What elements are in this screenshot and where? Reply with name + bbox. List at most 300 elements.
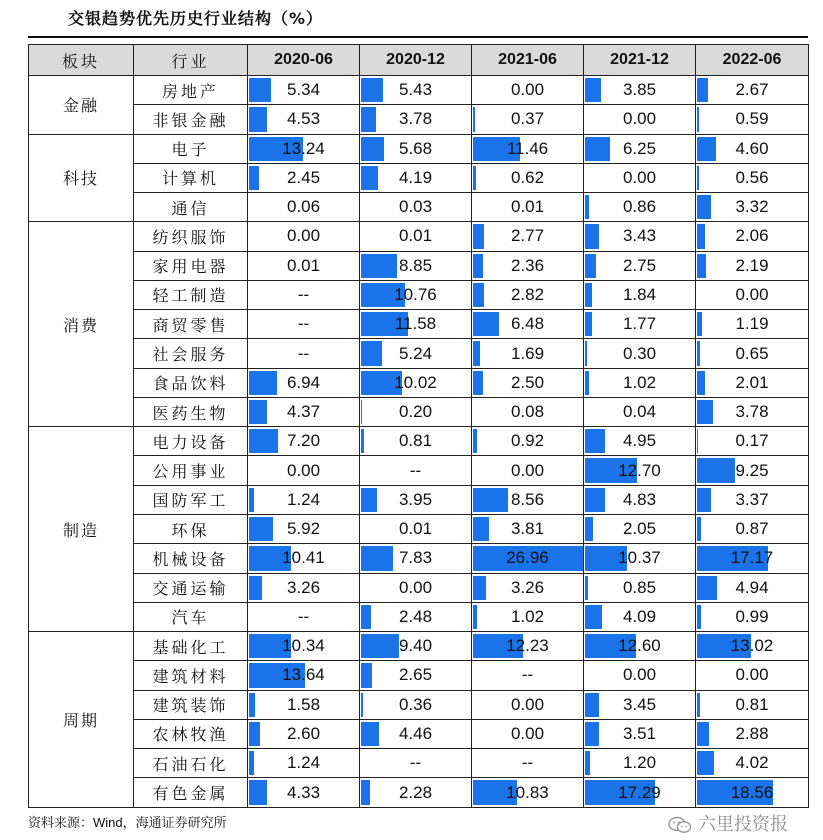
value-text: 0.01 (286, 255, 321, 275)
table-row (29, 544, 809, 573)
value-cell (472, 134, 584, 163)
value-cell (360, 778, 472, 808)
value-text: 1.02 (622, 372, 657, 392)
value-cell (696, 368, 809, 397)
value-text: 1.58 (286, 694, 321, 714)
value-cell (584, 456, 696, 485)
value-cell (360, 339, 472, 368)
table-row (29, 397, 809, 426)
table-row (29, 427, 809, 456)
table-row (29, 105, 809, 134)
value-cell (360, 690, 472, 719)
sector-cell: 周期 (29, 632, 134, 808)
value-cell (360, 661, 472, 690)
value-text: 0.00 (286, 226, 321, 246)
value-cell (360, 280, 472, 309)
value-cell (696, 573, 809, 602)
value-text: 0.81 (735, 694, 769, 714)
value-text: 4.83 (622, 489, 657, 509)
table-row (29, 456, 809, 485)
value-cell (696, 544, 809, 573)
header-row (29, 45, 809, 76)
industry-cell: 家用电器 (134, 251, 248, 280)
value-text: 1.69 (510, 343, 545, 363)
value-text: 2.75 (622, 255, 657, 275)
industry-cell: 轻工制造 (134, 280, 248, 309)
value-cell (696, 76, 809, 105)
table-row (29, 573, 809, 602)
value-cell (584, 397, 696, 426)
value-cell (248, 602, 360, 631)
table-row (29, 778, 809, 808)
value-cell (248, 76, 360, 105)
value-cell (472, 544, 584, 573)
value-cell (472, 76, 584, 105)
value-text: 0.36 (398, 694, 433, 714)
value-text: 2.82 (510, 284, 545, 304)
value-cell (360, 485, 472, 514)
value-cell (360, 76, 472, 105)
value-cell (248, 485, 360, 514)
value-text: 0.00 (398, 577, 433, 597)
value-text: 0.81 (398, 431, 433, 451)
value-cell (472, 310, 584, 339)
industry-cell: 建筑材料 (134, 661, 248, 690)
source-label: 资料来源： (28, 816, 94, 831)
industry-cell: 纺织服饰 (134, 222, 248, 251)
table-row (29, 222, 809, 251)
value-text: 9.40 (398, 636, 433, 656)
value-cell (360, 632, 472, 661)
value-text: -- (297, 284, 310, 304)
industry-cell: 建筑装饰 (134, 690, 248, 719)
value-text: 0.00 (622, 167, 657, 187)
industry-cell: 石油石化 (134, 749, 248, 778)
header-2022-06: 2022-06 (696, 45, 809, 76)
value-cell (248, 661, 360, 690)
value-text: 0.00 (622, 109, 657, 129)
industry-structure-table (28, 44, 809, 808)
table-row (29, 602, 809, 631)
value-cell (248, 514, 360, 543)
value-cell (472, 690, 584, 719)
value-text: 0.00 (510, 460, 545, 480)
value-text: 0.00 (286, 460, 321, 480)
value-cell (248, 544, 360, 573)
value-text: 0.59 (735, 109, 769, 129)
value-cell (696, 632, 809, 661)
value-text: 0.08 (510, 402, 545, 422)
value-cell (584, 661, 696, 690)
value-cell (696, 456, 809, 485)
value-text: 1.19 (735, 314, 769, 334)
table-row (29, 76, 809, 105)
value-text: 2.60 (286, 723, 321, 743)
value-text: 1.24 (286, 753, 321, 773)
table-row (29, 339, 809, 368)
value-text: 1.02 (510, 606, 545, 626)
source-rest: ，海通证券研究所 (122, 816, 227, 831)
industry-cell: 房地产 (134, 76, 248, 105)
value-cell (248, 280, 360, 309)
table-row (29, 749, 809, 778)
value-cell (584, 632, 696, 661)
value-text: 0.01 (398, 226, 433, 246)
value-text: 26.96 (506, 548, 549, 568)
value-cell (360, 222, 472, 251)
industry-cell: 计算机 (134, 163, 248, 192)
value-cell (696, 602, 809, 631)
value-cell (472, 778, 584, 808)
value-text: 2.65 (398, 665, 433, 685)
value-text: 10.34 (282, 636, 325, 656)
value-text: 2.06 (735, 226, 769, 246)
value-text: -- (521, 753, 534, 773)
industry-cell: 通信 (134, 193, 248, 222)
value-text: 13.64 (282, 665, 325, 685)
industry-cell: 国防军工 (134, 485, 248, 514)
value-text: 2.67 (735, 80, 769, 100)
industry-cell: 电子 (134, 134, 248, 163)
value-text: 2.77 (510, 226, 545, 246)
value-text: 3.45 (622, 694, 657, 714)
value-text: 10.76 (394, 284, 437, 304)
value-text: 10.41 (282, 548, 325, 568)
table-row (29, 193, 809, 222)
industry-cell: 农林牧渔 (134, 719, 248, 748)
value-cell (696, 719, 809, 748)
value-text: 0.17 (735, 431, 769, 451)
header-sector: 板块 (29, 45, 134, 76)
value-text: 4.02 (735, 753, 769, 773)
value-cell (584, 778, 696, 808)
value-cell (472, 105, 584, 134)
value-cell (584, 690, 696, 719)
value-text: 2.01 (735, 372, 769, 392)
value-cell (248, 573, 360, 602)
value-cell (584, 485, 696, 514)
table-row (29, 368, 809, 397)
value-text: 5.34 (286, 80, 321, 100)
sector-cell: 消费 (29, 222, 134, 427)
value-cell (360, 427, 472, 456)
value-text: 0.00 (622, 665, 657, 685)
value-text: 12.60 (618, 636, 661, 656)
value-cell (584, 339, 696, 368)
value-text: 3.85 (622, 80, 657, 100)
value-text: 3.37 (735, 489, 769, 509)
sector-cell: 金融 (29, 76, 134, 135)
value-text: 10.83 (506, 782, 549, 802)
wechat-icon (668, 816, 692, 834)
value-text: 5.68 (398, 138, 433, 158)
source-wind: Wind (93, 815, 123, 830)
header-2021-06: 2021-06 (472, 45, 584, 76)
value-text: -- (297, 343, 310, 363)
value-text: 0.00 (510, 80, 545, 100)
value-text: 1.77 (622, 314, 657, 334)
value-cell (360, 544, 472, 573)
table-row (29, 661, 809, 690)
value-cell (360, 573, 472, 602)
value-text: -- (409, 460, 422, 480)
industry-cell: 有色金属 (134, 778, 248, 808)
value-cell (584, 280, 696, 309)
value-cell (472, 719, 584, 748)
value-cell (472, 632, 584, 661)
value-cell (584, 222, 696, 251)
value-cell (472, 251, 584, 280)
value-cell (360, 602, 472, 631)
value-text: 0.30 (622, 343, 657, 363)
value-cell (584, 76, 696, 105)
value-cell (360, 310, 472, 339)
value-text: 4.95 (622, 431, 657, 451)
industry-cell: 公用事业 (134, 456, 248, 485)
value-text: 10.02 (394, 372, 437, 392)
value-cell (248, 632, 360, 661)
value-text: 0.00 (735, 665, 769, 685)
value-text: 13.24 (282, 138, 325, 158)
value-cell (696, 134, 809, 163)
value-cell (696, 310, 809, 339)
value-text: 2.50 (510, 372, 545, 392)
value-cell (360, 749, 472, 778)
value-cell (248, 339, 360, 368)
value-cell (472, 456, 584, 485)
value-cell (472, 222, 584, 251)
industry-cell: 社会服务 (134, 339, 248, 368)
value-text: 7.20 (286, 431, 321, 451)
value-cell (472, 485, 584, 514)
table-row (29, 280, 809, 309)
value-text: 2.48 (398, 606, 433, 626)
value-text: 0.00 (735, 284, 769, 304)
value-cell (696, 251, 809, 280)
value-text: 5.24 (398, 343, 433, 363)
header-2020-12: 2020-12 (360, 45, 472, 76)
value-cell (696, 280, 809, 309)
table-row (29, 251, 809, 280)
value-cell (696, 661, 809, 690)
industry-cell: 商贸零售 (134, 310, 248, 339)
value-cell (248, 222, 360, 251)
value-cell (248, 456, 360, 485)
value-cell (248, 749, 360, 778)
value-text: 3.51 (622, 723, 657, 743)
value-cell (584, 602, 696, 631)
table-row (29, 163, 809, 192)
value-text: 18.56 (730, 782, 774, 802)
value-text: 6.25 (622, 138, 657, 158)
value-cell (472, 280, 584, 309)
value-text: 10.37 (618, 548, 661, 568)
value-text: 2.45 (286, 167, 321, 187)
value-cell (360, 719, 472, 748)
value-text: 9.25 (735, 460, 769, 480)
value-cell (696, 222, 809, 251)
value-cell (696, 193, 809, 222)
title-rule (28, 36, 808, 38)
value-text: 8.56 (510, 489, 545, 509)
value-text: 3.26 (510, 577, 545, 597)
value-cell (584, 193, 696, 222)
value-cell (584, 719, 696, 748)
value-text: 3.78 (398, 109, 433, 129)
value-cell (584, 163, 696, 192)
table-row (29, 514, 809, 543)
value-text: 0.01 (510, 197, 545, 217)
value-cell (360, 163, 472, 192)
value-text: 5.92 (286, 519, 321, 539)
value-text: 0.65 (735, 343, 769, 363)
value-text: 0.01 (398, 519, 433, 539)
value-cell (248, 105, 360, 134)
value-text: 3.78 (735, 402, 769, 422)
value-text: 5.43 (398, 80, 433, 100)
value-text: -- (297, 606, 310, 626)
watermark (668, 814, 788, 836)
value-text: 0.92 (510, 431, 545, 451)
value-cell (472, 193, 584, 222)
value-cell (248, 690, 360, 719)
value-text: 12.23 (506, 636, 549, 656)
value-cell (248, 397, 360, 426)
value-cell (696, 105, 809, 134)
value-text: -- (297, 314, 310, 334)
value-cell (584, 544, 696, 573)
value-text: 17.29 (618, 782, 661, 802)
value-text: 1.20 (622, 753, 657, 773)
value-cell (584, 368, 696, 397)
value-cell (696, 690, 809, 719)
industry-cell: 非银金融 (134, 105, 248, 134)
value-cell (472, 339, 584, 368)
industry-cell: 食品饮料 (134, 368, 248, 397)
table-body (29, 76, 809, 808)
table-title: 交银趋势优先历史行业结构（%） (68, 9, 324, 28)
value-cell (472, 368, 584, 397)
value-cell (360, 251, 472, 280)
value-cell (696, 339, 809, 368)
value-text: 0.62 (510, 167, 545, 187)
value-text: 0.20 (398, 402, 433, 422)
value-text: 13.02 (730, 636, 774, 656)
value-cell (472, 514, 584, 543)
value-text: 8.85 (398, 255, 433, 275)
value-cell (472, 749, 584, 778)
table-row (29, 134, 809, 163)
value-cell (472, 427, 584, 456)
table-row (29, 310, 809, 339)
value-text: 0.03 (398, 197, 433, 217)
industry-cell: 电力设备 (134, 427, 248, 456)
value-cell (584, 514, 696, 543)
value-cell (696, 778, 809, 808)
value-text: 4.53 (286, 109, 321, 129)
value-cell (360, 105, 472, 134)
value-cell (360, 368, 472, 397)
value-text: 3.26 (286, 577, 321, 597)
value-cell (360, 514, 472, 543)
value-text: 0.04 (622, 402, 657, 422)
value-text: 4.60 (735, 138, 769, 158)
industry-cell: 基础化工 (134, 632, 248, 661)
value-cell (472, 163, 584, 192)
value-cell (248, 163, 360, 192)
value-text: 0.87 (735, 519, 769, 539)
header-2020-06: 2020-06 (248, 45, 360, 76)
value-text: 0.37 (510, 109, 545, 129)
watermark-text: 六里投资报 (698, 814, 788, 835)
value-cell (584, 310, 696, 339)
value-cell (584, 427, 696, 456)
value-text: 4.09 (622, 606, 657, 626)
value-text: 3.81 (510, 519, 545, 539)
value-cell (248, 778, 360, 808)
value-text: 1.84 (622, 284, 657, 304)
table-row (29, 632, 809, 661)
industry-cell: 医药生物 (134, 397, 248, 426)
value-cell (248, 368, 360, 397)
value-cell (360, 134, 472, 163)
value-text: 0.00 (510, 694, 545, 714)
value-text: -- (521, 665, 534, 685)
value-cell (360, 193, 472, 222)
value-cell (696, 397, 809, 426)
value-text: 0.00 (510, 723, 545, 743)
value-cell (696, 427, 809, 456)
value-cell (248, 251, 360, 280)
value-text: 4.94 (735, 577, 769, 597)
value-text: 7.83 (398, 548, 433, 568)
table-row (29, 485, 809, 514)
value-text: 4.33 (286, 782, 321, 802)
value-text: 1.24 (286, 489, 321, 509)
value-cell (248, 427, 360, 456)
value-cell (472, 661, 584, 690)
table-row (29, 690, 809, 719)
value-text: 17.17 (730, 548, 774, 568)
value-text: 0.99 (735, 606, 769, 626)
value-cell (584, 134, 696, 163)
industry-cell: 机械设备 (134, 544, 248, 573)
value-cell (472, 397, 584, 426)
value-cell (248, 719, 360, 748)
value-text: 2.19 (735, 255, 769, 275)
value-cell (472, 573, 584, 602)
industry-cell: 交通运输 (134, 573, 248, 602)
value-cell (584, 251, 696, 280)
value-cell (248, 310, 360, 339)
value-text: 0.85 (622, 577, 657, 597)
value-text: 6.94 (286, 372, 321, 392)
value-cell (696, 514, 809, 543)
value-text: 2.28 (398, 782, 433, 802)
value-cell (360, 456, 472, 485)
sector-cell: 科技 (29, 134, 134, 222)
value-text: 0.56 (735, 167, 769, 187)
value-cell (360, 397, 472, 426)
value-text: 2.36 (510, 255, 545, 275)
value-cell (472, 602, 584, 631)
value-text: 2.88 (735, 723, 769, 743)
source-note (28, 812, 227, 834)
value-text: 2.05 (622, 519, 657, 539)
value-text: 12.70 (618, 460, 661, 480)
header-industry: 行业 (134, 45, 248, 76)
value-text: 3.32 (735, 197, 769, 217)
